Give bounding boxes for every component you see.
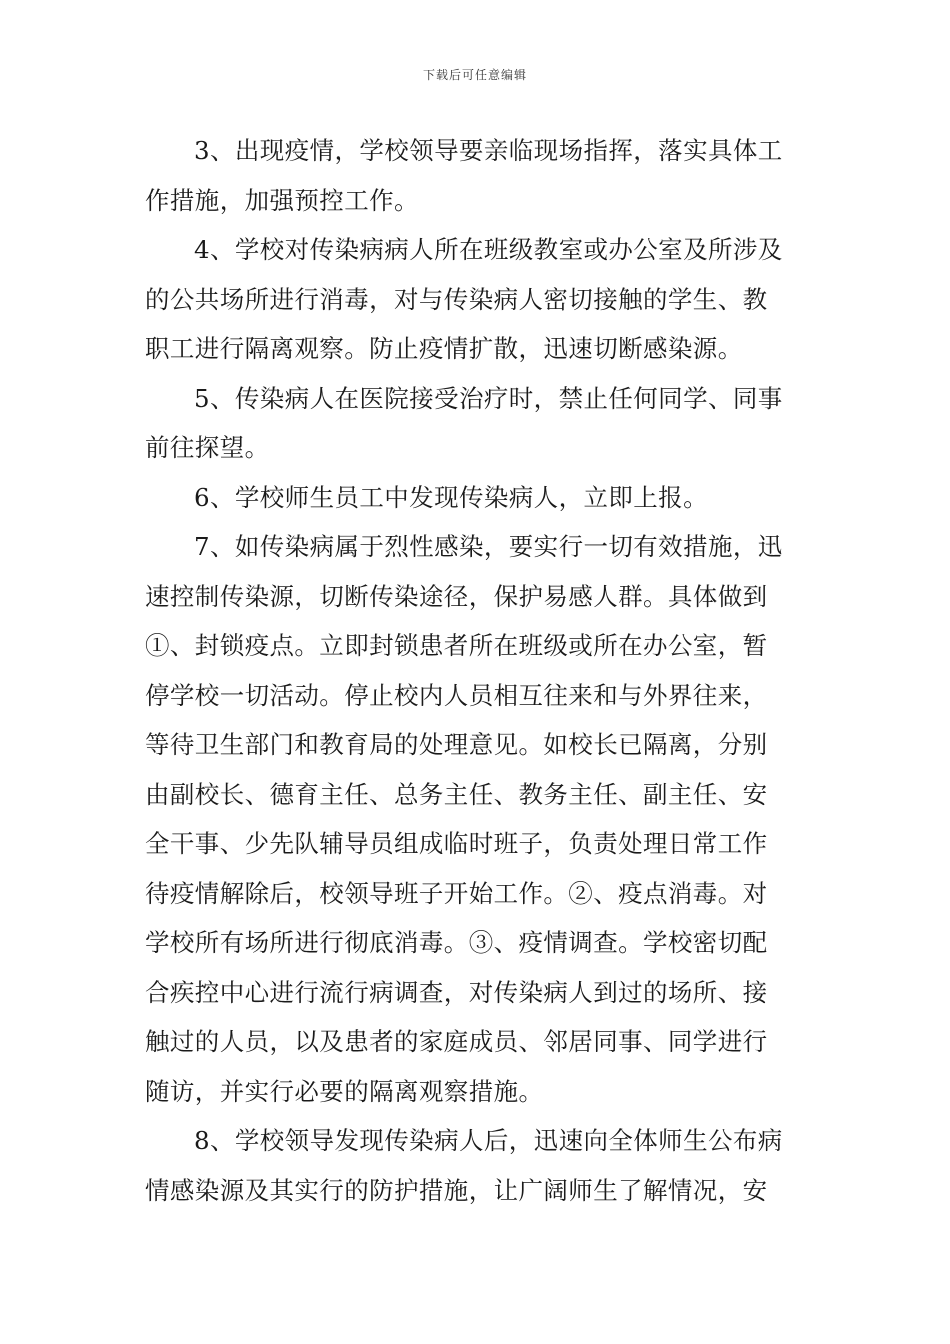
paragraph-line: 前往探望。 bbox=[145, 433, 270, 462]
paragraph-line: 8、学校领导发现传染病人后，迅速向全体师生公布病 bbox=[194, 1126, 783, 1155]
paragraph-line: 待疫情解除后，校领导班子开始工作。②、疫点消毒。对 bbox=[145, 878, 768, 908]
paragraph-line: 随访，并实行必要的隔离观察措施。 bbox=[145, 1076, 544, 1106]
paragraph-line: 7、如传染病属于烈性感染，要实行一切有效措施，迅 bbox=[194, 532, 783, 561]
paragraph-line: 速控制传染源，切断传染途径，保护易感人群。具体做到 bbox=[145, 581, 768, 611]
paragraph-line: 由副校长、德育主任、总务主任、教务主任、副主任、安 bbox=[145, 779, 768, 809]
paragraph-line: 6、学校师生员工中发现传染病人，立即上报。 bbox=[194, 482, 708, 512]
paragraph-line: 学校所有场所进行彻底消毒。③、疫情调查。学校密切配 bbox=[145, 928, 768, 957]
paragraph-line: 职工进行隔离观察。防止疫情扩散，迅速切断感染源。 bbox=[145, 334, 743, 363]
page-header: 下载后可任意编辑 bbox=[422, 68, 527, 82]
paragraph-line: ①、封锁疫点。立即封锁患者所在班级或所在办公室，暂 bbox=[145, 631, 768, 660]
paragraph-line: 全干事、少先队辅导员组成临时班子，负责处理日常工作 bbox=[145, 829, 768, 858]
paragraph-line: 等待卫生部门和教育局的处理意见。如校长已隔离，分别 bbox=[145, 730, 768, 759]
paragraph-line: 合疾控中心进行流行病调查，对传染病人到过的场所、接 bbox=[145, 977, 768, 1007]
paragraph-line: 停学校一切活动。停止校内人员相互往来和与外界往来， bbox=[145, 680, 768, 710]
paragraph-line: 的公共场所进行消毒，对与传染病人密切接触的学生、教 bbox=[145, 284, 768, 314]
paragraph-line: 5、传染病人在医院接受治疗时，禁止任何同学、同事 bbox=[194, 383, 783, 413]
paragraph-line: 作措施，加强预控工作。 bbox=[145, 185, 419, 215]
paragraph-line: 4、学校对传染病病人所在班级教室或办公室及所涉及 bbox=[194, 235, 783, 264]
paragraph-line: 情感染源及其实行的防护措施，让广阔师生了解情况，安 bbox=[145, 1175, 768, 1205]
paragraph-line: 3、出现疫情，学校领导要亲临现场指挥，落实具体工 bbox=[194, 136, 783, 165]
paragraph-line: 触过的人员，以及患者的家庭成员、邻居同事、同学进行 bbox=[145, 1027, 768, 1056]
document-body bbox=[145, 126, 805, 1215]
